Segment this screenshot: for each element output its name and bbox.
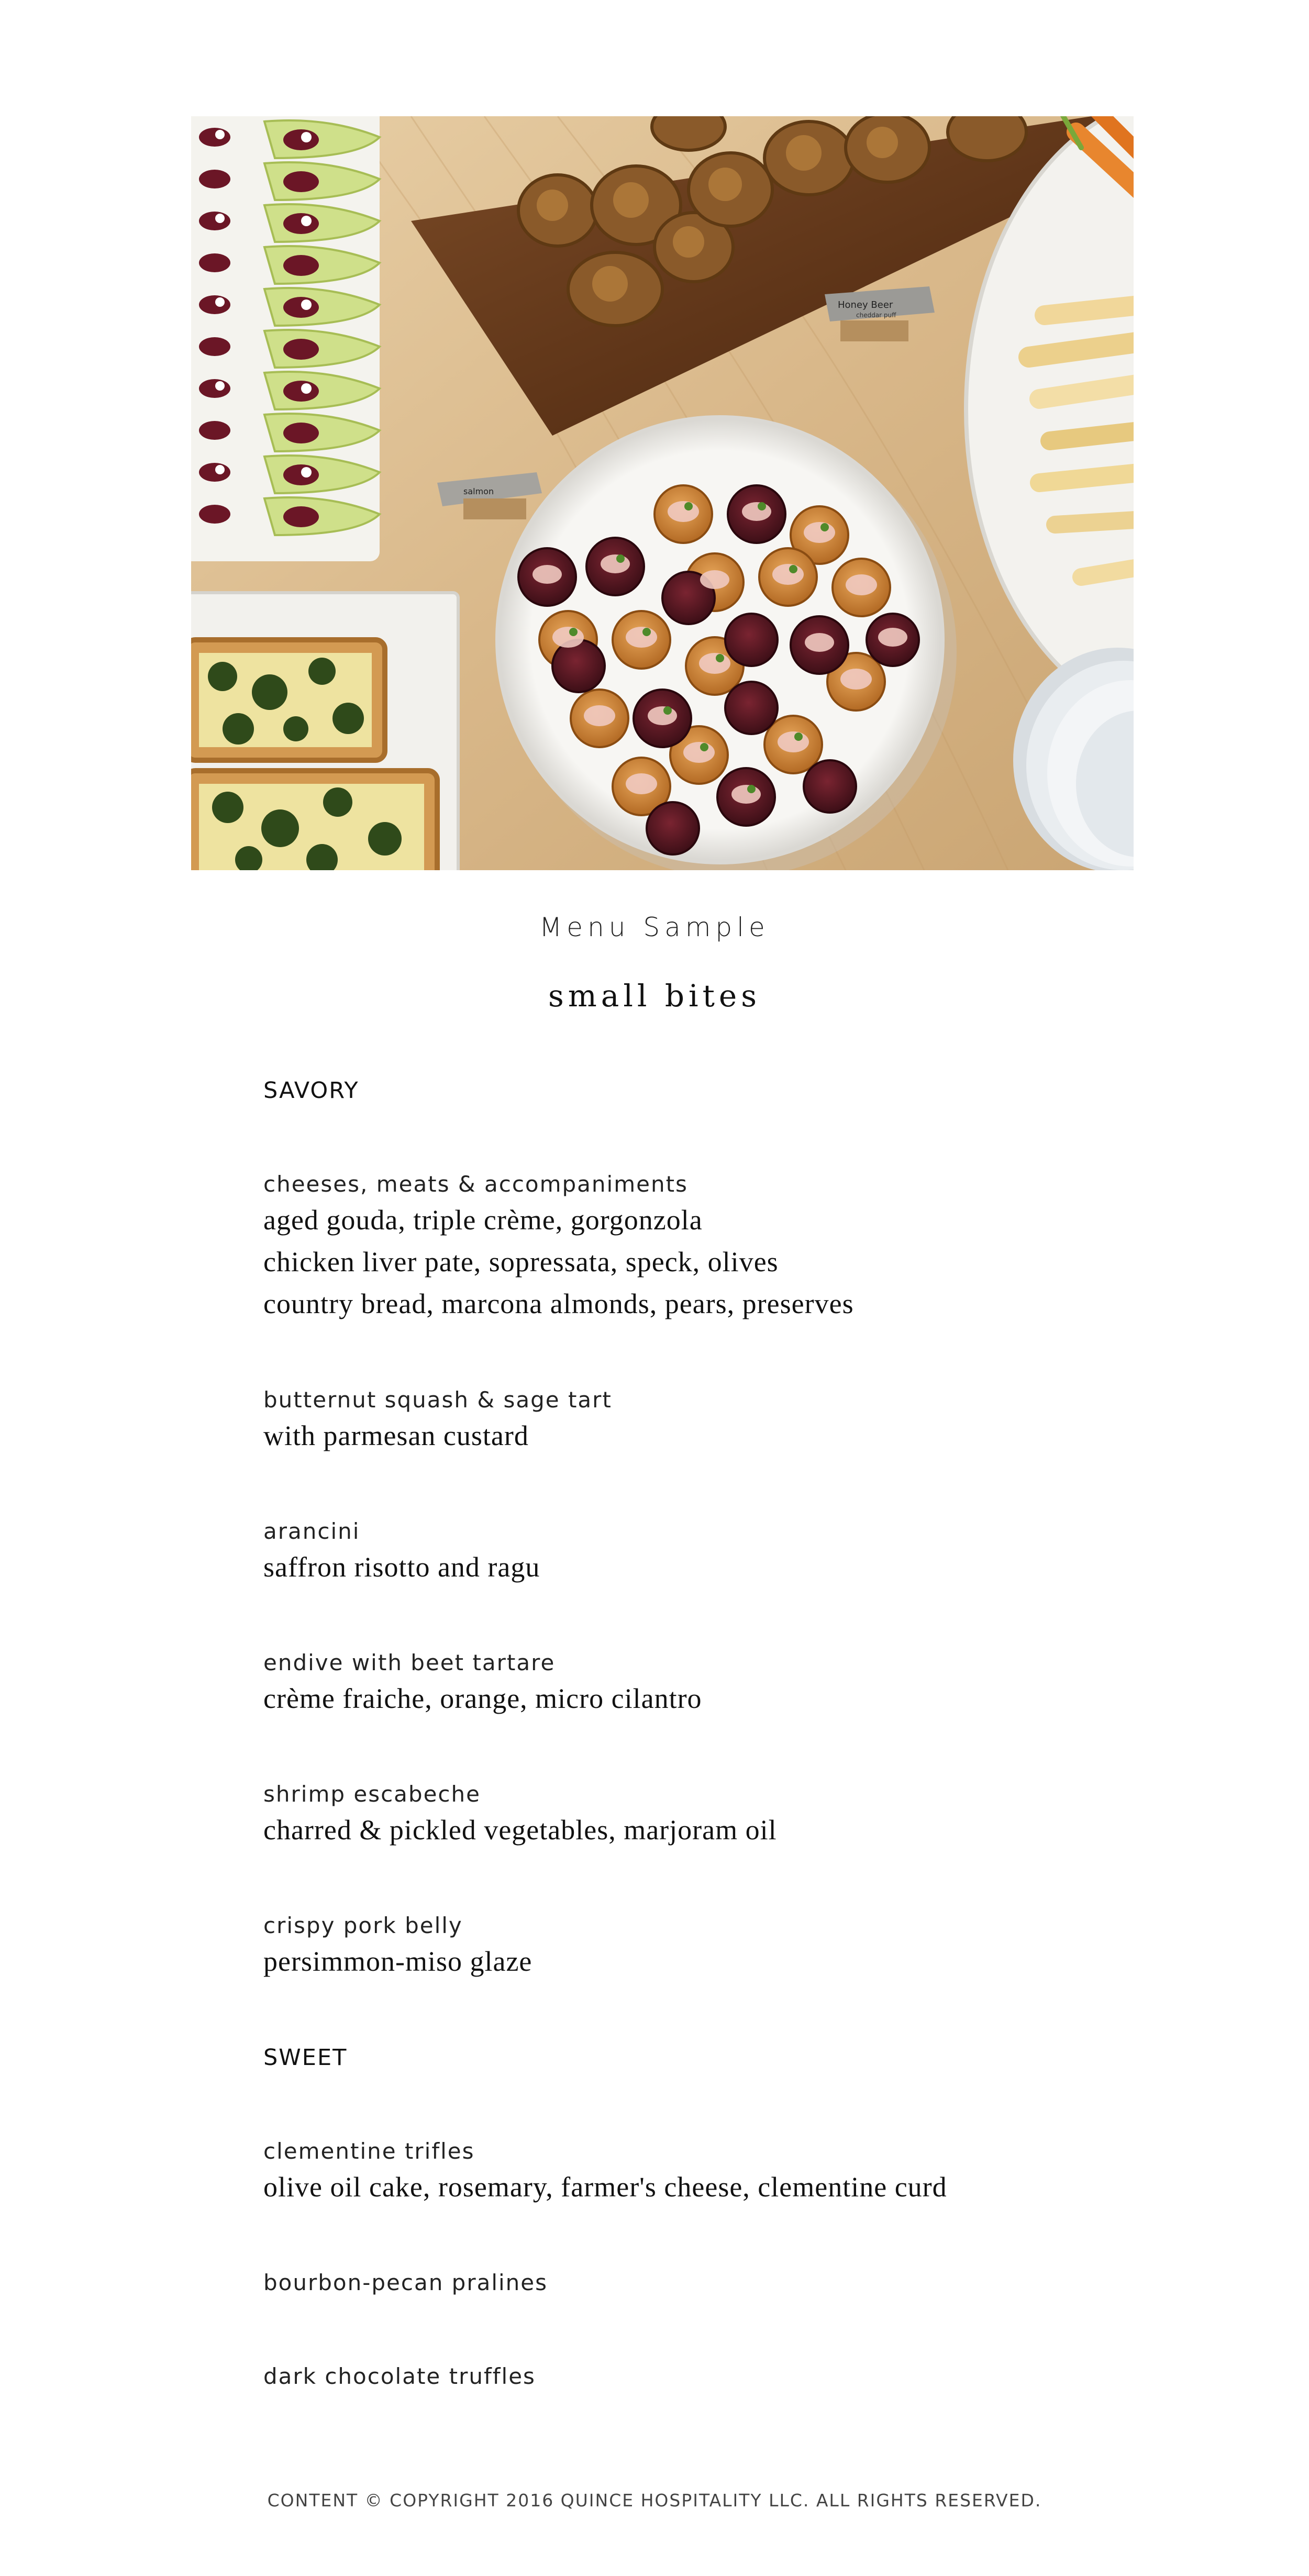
menu-item-name: butternut squash & sage tart [263,1387,612,1413]
section-heading-savory: SAVORY [263,1078,359,1104]
label-board-subtext: cheddar puff [856,312,896,319]
menu-item [263,1780,1153,1851]
menu-item [263,2137,1153,2208]
menu-item [263,1385,1153,1457]
menu-item-description: olive oil cake, rosemary, farmer's cheese, clementine curd [263,2171,947,2203]
label-plate-text: salmon [463,486,494,496]
menu-item-name: shrimp escabeche [263,1781,481,1807]
menu-item-description: country bread, marcona almonds, pears, preserves [263,1288,854,1319]
menu-item [263,1648,1153,1719]
menu-item-description: persimmon-miso glaze [263,1946,533,1977]
menu-item-description: saffron risotto and ragu [263,1551,540,1583]
menu-title: Menu Sample [539,912,770,942]
label-board-text: Honey Beer [838,299,893,310]
menu-item [263,1170,1153,1325]
menu-item-description: with parmesan custard [263,1420,529,1451]
menu-item-description: crème fraiche, orange, micro cilantro [263,1683,702,1714]
menu-item [263,2362,1153,2391]
menu-item [263,1911,1153,1982]
menu-item-name: endive with beet tartare [263,1650,556,1675]
menu-item-name: bourbon-pecan pralines [263,2270,548,2295]
section-heading-sweet: SWEET [263,2045,348,2071]
menu-subtitle: small bites [548,978,761,1014]
menu-item-name: clementine trifles [263,2138,475,2164]
copyright-notice: CONTENT © COPYRIGHT 2016 QUINCE HOSPITALITY LLC. ALL RIGHTS RESERVED. [267,2490,1042,2511]
menu-item [263,1517,1153,1588]
menu-item-name: cheeses, meats & accompaniments [263,1171,688,1197]
menu-item-name: dark chocolate truffles [263,2363,536,2389]
menu-item-name: arancini [263,1518,360,1544]
menu-item [263,2268,1153,2297]
menu-item-name: crispy pork belly [263,1913,463,1938]
menu-item-description: chicken liver pate, sopressata, speck, olives [263,1246,779,1278]
menu-item-description: aged gouda, triple crème, gorgonzola [263,1204,703,1236]
menu-item-description: charred & pickled vegetables, marjoram oil [263,1814,777,1846]
